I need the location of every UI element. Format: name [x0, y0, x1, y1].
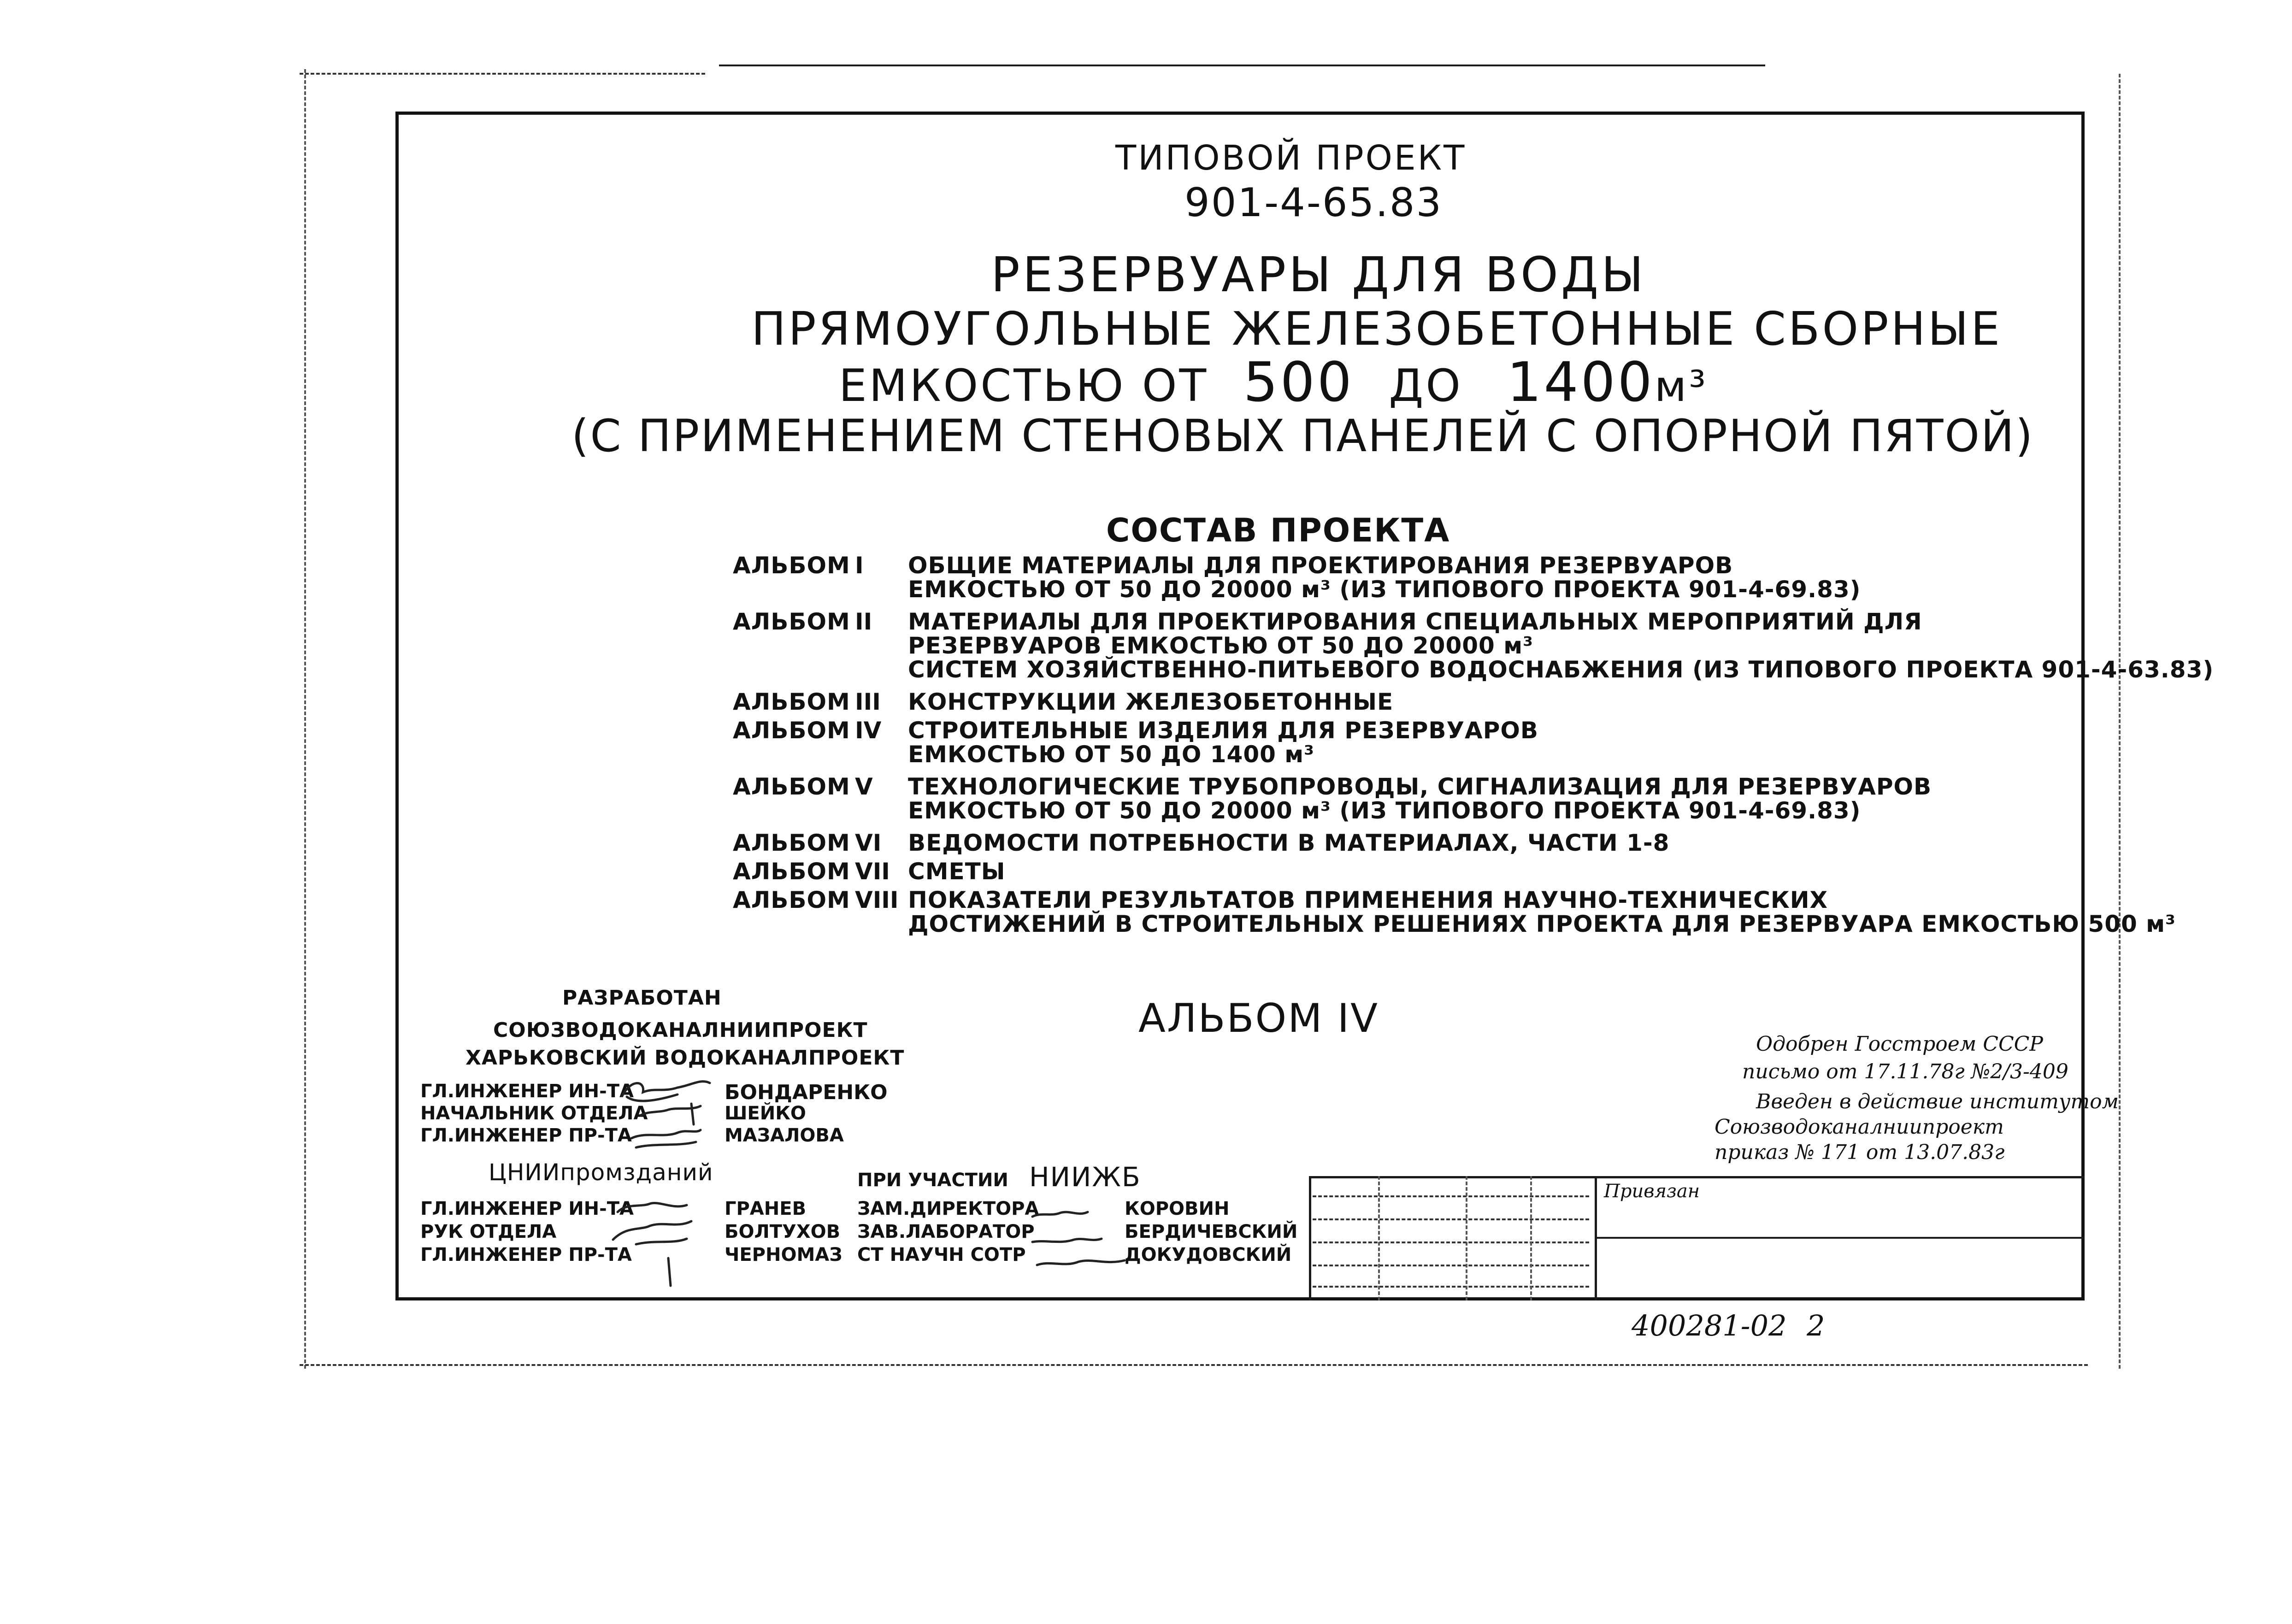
current-album: АЛЬБОМ IV — [1138, 995, 1379, 1041]
participation-org: НИИЖБ — [1029, 1161, 1141, 1193]
project-type: ТИПОВОЙ ПРОЕКТ — [1115, 138, 1467, 178]
stamp-row-divider — [1595, 1237, 2085, 1239]
album-text-line: КОНСТРУКЦИИ ЖЕЛЕЗОБЕТОННЫЕ — [908, 688, 1394, 715]
trim-line-bottom — [300, 1364, 2088, 1366]
staff-name: ЧЕРНОМАЗ — [725, 1244, 843, 1265]
title-line-3 — [839, 350, 1708, 414]
stamp-grid-line — [1313, 1218, 1589, 1220]
stamp-grid-line — [1313, 1195, 1589, 1197]
album-number: III — [855, 688, 881, 715]
staff-name: БЕРДИЧЕВСКИЙ — [1125, 1221, 1298, 1242]
trim-line-top-left — [300, 73, 705, 75]
staff-role: ГЛ.ИНЖЕНЕР ИН-ТА — [420, 1081, 634, 1102]
trim-line-top — [719, 65, 1765, 66]
staff-row — [420, 1221, 881, 1244]
title-line-3-mid: ДО — [1389, 360, 1463, 412]
title-line-1: РЕЗЕРВУАРЫ ДЛЯ ВОДЫ — [991, 247, 1646, 303]
staff-role: РУК ОТДЕЛА — [420, 1221, 557, 1242]
album-label: АЛЬБОМ — [733, 717, 850, 744]
staff-name: ШЕЙКО — [725, 1103, 806, 1124]
album-number: IV — [855, 717, 882, 744]
staff-name: ДОКУДОВСКИЙ — [1125, 1244, 1292, 1265]
album-text-line: ЕМКОСТЬЮ ОТ 50 ДО 20000 м³ (ИЗ ТИПОВОГО ПРОЕКТА 901-4-69.83) — [908, 576, 1861, 603]
album-number: I — [855, 552, 864, 579]
album-label: АЛЬБОМ — [733, 552, 850, 579]
album-text-line: ДОСТИЖЕНИЙ В СТРОИТЕЛЬНЫХ РЕШЕНИЯХ ПРОЕКТА ДЛЯ РЕЗЕРВУАРА ЕМКОСТЬЮ 500 м³ — [908, 911, 2176, 937]
stamp-grid-line — [1313, 1242, 1589, 1243]
stamp-grid-line — [1313, 1265, 1589, 1266]
approval-line-2: письмо от 17.11.78г №2/3-409 — [1742, 1060, 2068, 1083]
stamp-grid-line — [1313, 1286, 1589, 1288]
staff-row — [857, 1221, 1298, 1244]
album-label: АЛЬБОМ — [733, 773, 850, 800]
staff-row — [420, 1081, 888, 1104]
stamp-border-left — [1309, 1176, 1311, 1300]
composition-heading: СОСТАВ ПРОЕКТА — [1106, 512, 1450, 549]
participation-staff — [857, 1198, 1298, 1267]
developed-staff — [420, 1081, 888, 1147]
album-number: VIII — [855, 887, 899, 913]
staff-row — [420, 1125, 881, 1147]
album-number: II — [855, 608, 872, 635]
album-number: VI — [855, 830, 882, 856]
album-text-line: СТРОИТЕЛЬНЫЕ ИЗДЕЛИЯ ДЛЯ РЕЗЕРВУАРОВ — [908, 717, 1538, 744]
approval-line-5: приказ № 171 от 13.07.83г — [1715, 1141, 2005, 1164]
album-label: АЛЬБОМ — [733, 858, 850, 885]
staff-role: НАЧАЛЬНИК ОТДЕЛА — [420, 1103, 648, 1124]
album-label: АЛЬБОМ — [733, 688, 850, 715]
participation-line — [857, 1161, 1141, 1193]
stamp-grid-vline — [1530, 1176, 1532, 1300]
album-text-line: РЕЗЕРВУАРОВ ЕМКОСТЬЮ ОТ 50 ДО 20000 м³ — [908, 632, 1534, 659]
album-text-line: МАТЕРИАЛЫ ДЛЯ ПРОЕКТИРОВАНИЯ СПЕЦИАЛЬНЫХ МЕРОПРИЯТИЙ ДЛЯ — [908, 608, 1922, 635]
staff-name: ГРАНЕВ — [725, 1198, 807, 1219]
album-text-line: СИСТЕМ ХОЗЯЙСТВЕННО-ПИТЬЕВОГО ВОДОСНАБЖЕНИЯ (ИЗ ТИПОВОГО ПРОЕКТА 901-4-63.83) — [908, 656, 2214, 683]
stamp-tied-label: Привязан — [1604, 1181, 1700, 1202]
title-line-3-unit: м³ — [1654, 362, 1709, 411]
staff-role: СТ НАУЧН СОТР — [857, 1244, 1026, 1265]
inventory-number: 400281-02 — [1632, 1309, 1787, 1342]
stamp-grid-vline — [1378, 1176, 1380, 1300]
developed-heading: РАЗРАБОТАН — [562, 986, 722, 1010]
developed-staff-2 — [420, 1198, 881, 1267]
title-line-2: ПРЯМОУГОЛЬНЫЕ ЖЕЛЕЗОБЕТОННЫЕ СБОРНЫЕ — [751, 302, 2003, 356]
staff-role: ГЛ.ИНЖЕНЕР ПР-ТА — [420, 1125, 632, 1146]
approval-line-4: Союзводоканалниипроект — [1715, 1115, 2004, 1139]
album-text-line: ЕМКОСТЬЮ ОТ 50 ДО 1400 м³ — [908, 741, 1315, 768]
album-label: АЛЬБОМ — [733, 608, 850, 635]
trim-line-left — [304, 69, 306, 1369]
approval-line-3: Введен в действие институтом — [1756, 1090, 2119, 1113]
title-line-3-prefix: ЕМКОСТЬЮ ОТ — [839, 360, 1209, 412]
album-text-line: ПОКАЗАТЕЛИ РЕЗУЛЬТАТОВ ПРИМЕНЕНИЯ НАУЧНО-ТЕХНИЧЕСКИХ — [908, 887, 1828, 913]
staff-role: ЗАВ.ЛАБОРАТОР — [857, 1221, 1035, 1242]
staff-row — [857, 1198, 1272, 1221]
staff-name: БОНДАРЕНКО — [725, 1081, 888, 1104]
album-text-line: СМЕТЫ — [908, 858, 1006, 885]
staff-row — [420, 1244, 881, 1267]
developed-org-2: ХАРЬКОВСКИЙ ВОДОКАНАЛПРОЕКТ — [465, 1046, 905, 1070]
developed-org-1: СОЮЗВОДОКАНАЛНИИПРОЕКТ — [493, 1018, 868, 1042]
title-line-3-from: 500 — [1243, 350, 1354, 414]
staff-name: БОЛТУХОВ — [725, 1221, 841, 1242]
stamp-border-top — [1309, 1176, 2085, 1178]
album-text-line: ВЕДОМОСТИ ПОТРЕБНОСТИ В МАТЕРИАЛАХ, ЧАСТИ 1-8 — [908, 830, 1670, 856]
album-number: V — [855, 773, 873, 800]
staff-role: ГЛ.ИНЖЕНЕР ПР-ТА — [420, 1244, 632, 1265]
staff-role: ЗАМ.ДИРЕКТОРА — [857, 1198, 1039, 1219]
staff-name: МАЗАЛОВА — [725, 1125, 844, 1146]
participation-prefix: ПРИ УЧАСТИИ — [857, 1170, 1008, 1191]
staff-row — [420, 1103, 881, 1125]
album-text-line: ТЕХНОЛОГИЧЕСКИЕ ТРУБОПРОВОДЫ, СИГНАЛИЗАЦИЯ ДЛЯ РЕЗЕРВУАРОВ — [908, 773, 1932, 800]
album-label: АЛЬБОМ — [733, 830, 850, 856]
staff-row — [857, 1244, 1292, 1267]
approval-line-1: Одобрен Госстроем СССР — [1756, 1032, 2043, 1056]
trim-line-right — [2119, 74, 2121, 1369]
stamp-table — [1309, 1176, 2085, 1300]
album-number: VII — [855, 858, 890, 885]
title-line-4: (С ПРИМЕНЕНИЕМ СТЕНОВЫХ ПАНЕЛЕЙ С ОПОРНОЙ ПЯТОЙ) — [572, 410, 2034, 462]
staff-name: КОРОВИН — [1125, 1198, 1230, 1219]
album-label: АЛЬБОМ — [733, 887, 850, 913]
developed-org-3: ЦНИИпромзданий — [489, 1159, 713, 1186]
title-line-3-to: 1400 — [1507, 350, 1655, 414]
stamp-grid-vline — [1466, 1176, 1467, 1300]
album-text-line: ОБЩИЕ МАТЕРИАЛЫ ДЛЯ ПРОЕКТИРОВАНИЯ РЕЗЕРВУАРОВ — [908, 552, 1733, 579]
project-code: 901-4-65.83 — [1184, 180, 1443, 226]
staff-row — [420, 1198, 881, 1221]
sheet-number: 2 — [1807, 1309, 1825, 1342]
album-text-line: ЕМКОСТЬЮ ОТ 50 ДО 20000 м³ (ИЗ ТИПОВОГО ПРОЕКТА 901-4-69.83) — [908, 797, 1861, 824]
staff-role: ГЛ.ИНЖЕНЕР ИН-ТА — [420, 1198, 634, 1219]
